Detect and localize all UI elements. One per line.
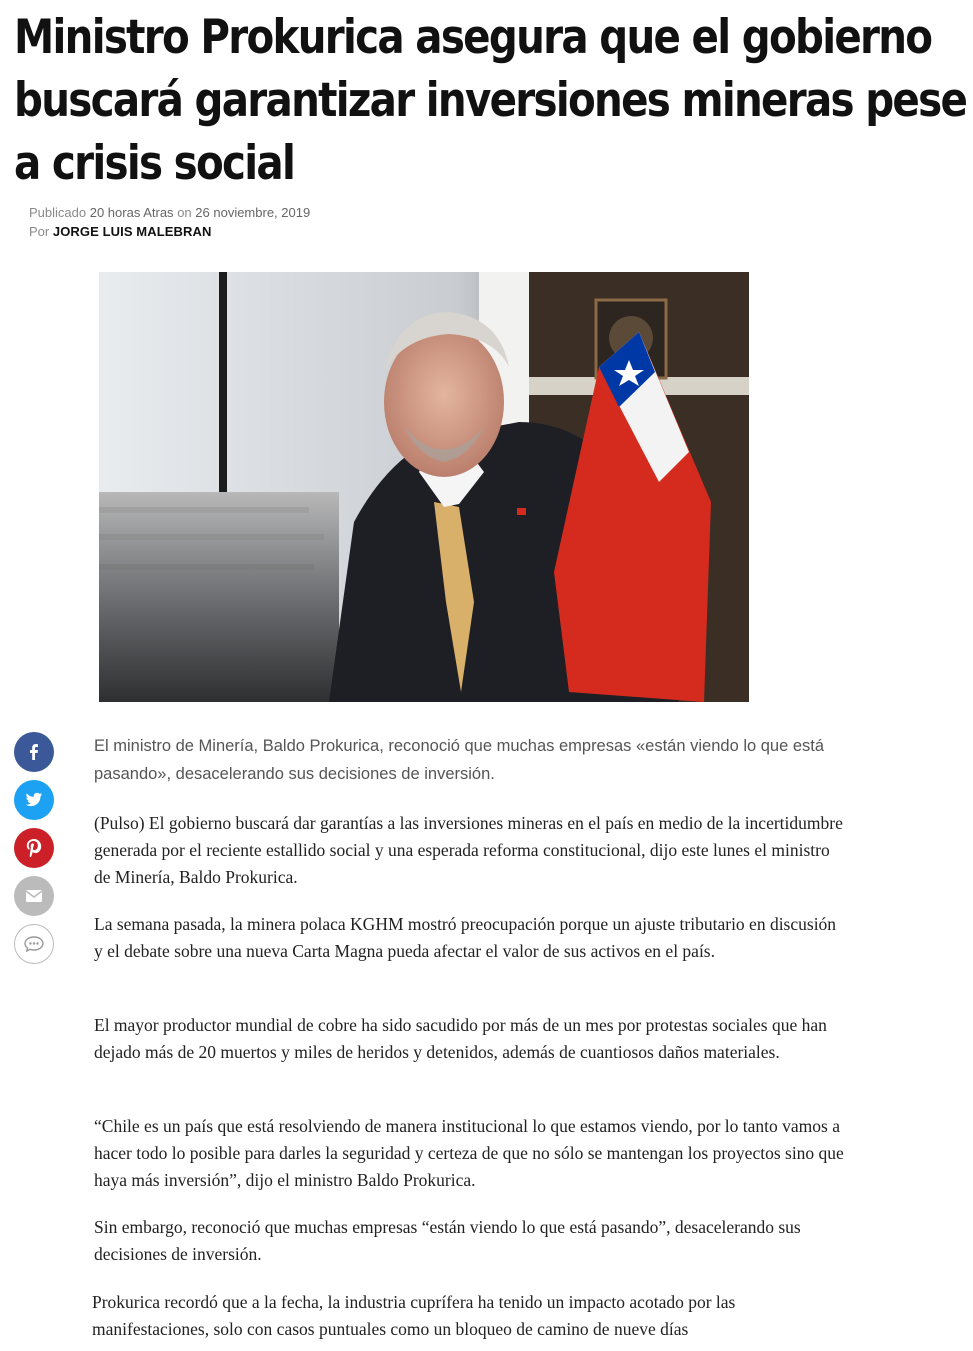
article-lead: El ministro de Minería, Baldo Prokurica, reconoció que muchas empresas «están viendo lo que está pasando», desacelerando sus decisiones de inversión. <box>94 737 825 783</box>
article-paragraph: “Chile es un país que está resolviendo de manera institucional lo que estamos viendo, por lo tanto vamos a hacer todo lo posible para darles la seguridad y certeza de que no sólo se mantengan los proyectos sino que haya más inversión”, dijo el ministro Baldo Prokurica. <box>94 1116 844 1190</box>
comment-icon <box>24 936 44 952</box>
twitter-share-button[interactable] <box>14 780 54 820</box>
article-paragraph: La semana pasada, la minera polaca KGHM mostró preocupación porque un ajuste tributario en discusión y el debate sobre una nueva Carta Magna pueda afectar el valor de sus activos en el país. <box>94 914 837 961</box>
article-paragraph: (Pulso) El gobierno buscará dar garantías a las inversiones mineras en el país en medio de la incertidumbre generada por el reciente estallido social y una esperada reforma constitucional, dijo este lunes el ministro de Minería, Baldo Prokurica. <box>94 813 843 887</box>
published-label: Publicado <box>29 205 87 220</box>
pinterest-share-button[interactable] <box>14 828 54 868</box>
comments-button[interactable] <box>14 924 54 964</box>
article-paragraph: Sin embargo, reconoció que muchas empresas “están viendo lo que está pasando”, desacelerando sus decisiones de inversión. <box>94 1217 801 1264</box>
facebook-icon <box>25 743 43 761</box>
article-meta-author <box>29 224 212 239</box>
envelope-icon <box>25 889 43 903</box>
facebook-share-button[interactable] <box>14 732 54 772</box>
by-label: Por <box>29 224 50 239</box>
article-paragraph: Prokurica recordó que a la fecha, la industria cuprífera ha tenido un impacto acotado por las manifestaciones, solo con casos puntuales como un bloqueo de camino de nueve días <box>92 1292 736 1339</box>
featured-image <box>99 272 749 702</box>
on-label: on <box>177 205 192 220</box>
twitter-icon <box>25 792 43 808</box>
author-link[interactable]: JORGE LUIS MALEBRAN <box>52 224 212 239</box>
relative-time: 20 horas Atras <box>89 205 174 220</box>
pinterest-icon <box>26 839 42 857</box>
email-share-button[interactable] <box>14 876 54 916</box>
article-paragraph: El mayor productor mundial de cobre ha sido sacudido por más de un mes por protestas sociales que han dejado más de 20 muertos y miles de heridos y detenidos, además de cuantiosos daños materiales. <box>94 1015 827 1062</box>
article-meta-published <box>29 205 310 220</box>
publish-date: 26 noviembre, 2019 <box>195 205 311 220</box>
article-title: Ministro Prokurica asegura que el gobierno buscará garantizar inversiones mineras pese a crisis social <box>14 10 967 191</box>
